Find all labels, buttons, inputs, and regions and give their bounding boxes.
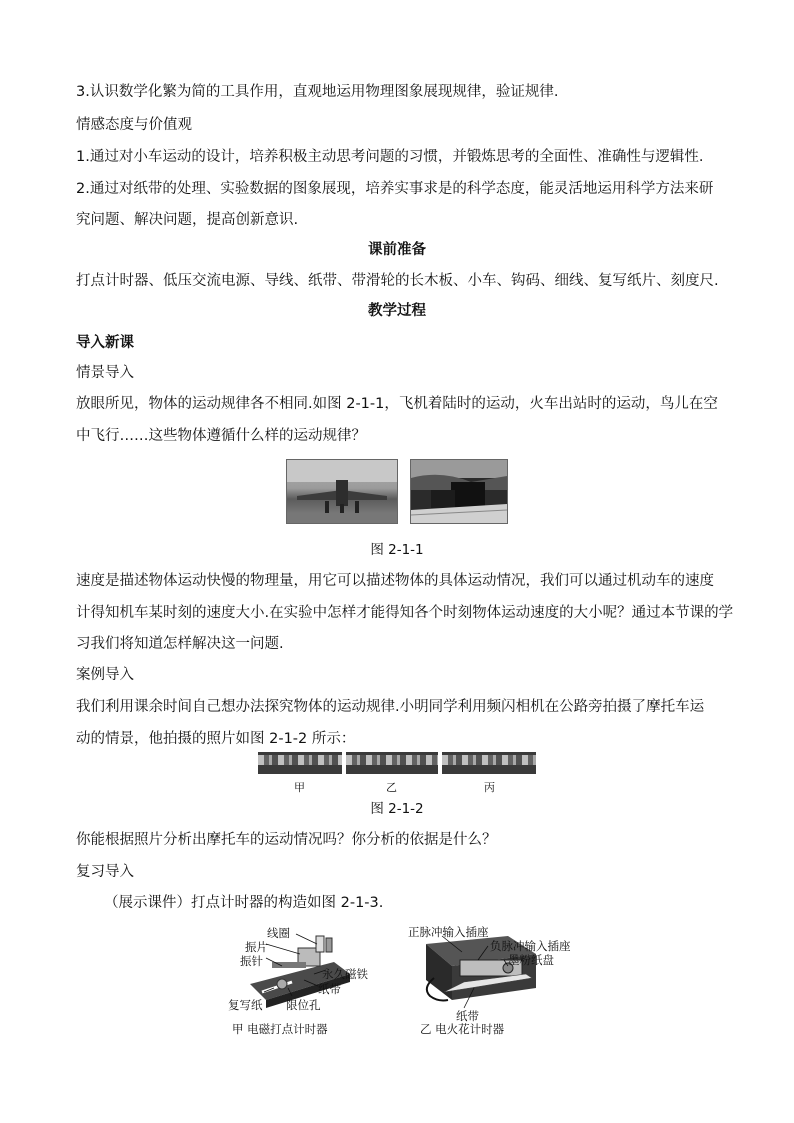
question-para: 你能根据照片分析出摩托车的运动情况吗？你分析的依据是什么？ [76,832,497,848]
scenario-intro-label: 情景导入 [76,365,134,381]
scenario-para-line1: 放眼所见，物体的运动规律各不相同.如图 2-1-1，飞机着陆时的运动，火车出站时的运动，鸟儿在空 [76,396,718,412]
label-permanent-magnet: 永久磁铁 [322,967,368,981]
label-toner-disk: 墨粉纸盘 [508,953,554,967]
case-para-line2: 动的情景，他拍摄的照片如图 2-1-2 所示： [76,731,356,747]
heading-new-lesson: 导入新课 [76,335,134,351]
courseware-para: （展示课件）打点计时器的构造如图 2-1-3. [104,895,384,911]
strobe-label-a: 甲 [294,781,305,794]
materials-list: 打点计时器、低压交流电源、导线、纸带、带滑轮的长木板、小车、钩码、细线、复写纸片、刻度尺. [76,273,719,289]
attitude-1: 1.通过对小车运动的设计，培养积极主动思考问题的习惯，并锻炼思考的全面性、准确性与逻辑性. [76,149,704,165]
heading-process: 教学过程 [368,303,426,319]
strobe-label-b: 乙 [386,781,397,794]
attitude-2-line2: 究问题、解决问题，提高创新意识. [76,212,299,228]
electromagnetic-timer-caption: 甲 电磁打点计时器 [232,1022,328,1036]
strobe-label-c: 丙 [484,781,495,794]
scenario-para-line2: 中飞行……这些物体遵循什么样的运动规律？ [76,428,366,444]
review-intro-label: 复习导入 [76,864,134,880]
label-negative-pulse-socket: 负脉冲输入插座 [490,939,571,953]
label-paper-tape-left: 纸带 [318,982,341,996]
label-limit-hole: 限位孔 [286,998,321,1012]
speed-para-line1: 速度是描述物体运动快慢的物理量，用它可以描述物体的具体运动情况，我们可以通过机动车的速度 [76,573,714,589]
strobe-photo-b [346,752,438,774]
heading-preparation: 课前准备 [368,242,426,258]
label-vibrating-plate: 振片 [245,940,268,954]
figure-2-1-2-caption: 图 2-1-2 [370,801,424,817]
train-departure-photo [410,459,508,524]
attitude-2-line1: 2.通过对纸带的处理、实验数据的图象展现，培养实事求是的科学态度，能灵活地运用科学方法来研 [76,181,714,197]
section-attitude: 情感态度与价值观 [76,117,192,133]
objective-3: 3.认识数学化繁为简的工具作用，直观地运用物理图象展现规律，验证规律. [76,84,559,100]
strobe-photo-c [442,752,536,774]
case-para-line1: 我们利用课余时间自己想办法探究物体的运动规律.小明同学利用频闪相机在公路旁拍摄了摩托车运 [76,699,705,715]
airplane-landing-photo [286,459,398,524]
label-coil: 线圈 [267,926,290,940]
figure-2-1-1-caption: 图 2-1-1 [370,542,424,558]
label-vibrating-needle: 振针 [240,954,263,968]
case-intro-label: 案例导入 [76,667,134,683]
label-positive-pulse-socket: 正脉冲输入插座 [408,925,489,939]
speed-para-line2: 计得知机车某时刻的速度大小.在实验中怎样才能得知各个时刻物体运动速度的大小呢？通过本节课的学 [76,605,734,621]
strobe-photo-a [258,752,342,774]
spark-timer-caption: 乙 电火花计时器 [420,1022,505,1036]
speed-para-line3: 习我们将知道怎样解决这一问题. [76,636,284,652]
label-paper-tape-right: 纸带 [456,1009,479,1023]
label-carbon-paper: 复写纸 [228,998,263,1012]
